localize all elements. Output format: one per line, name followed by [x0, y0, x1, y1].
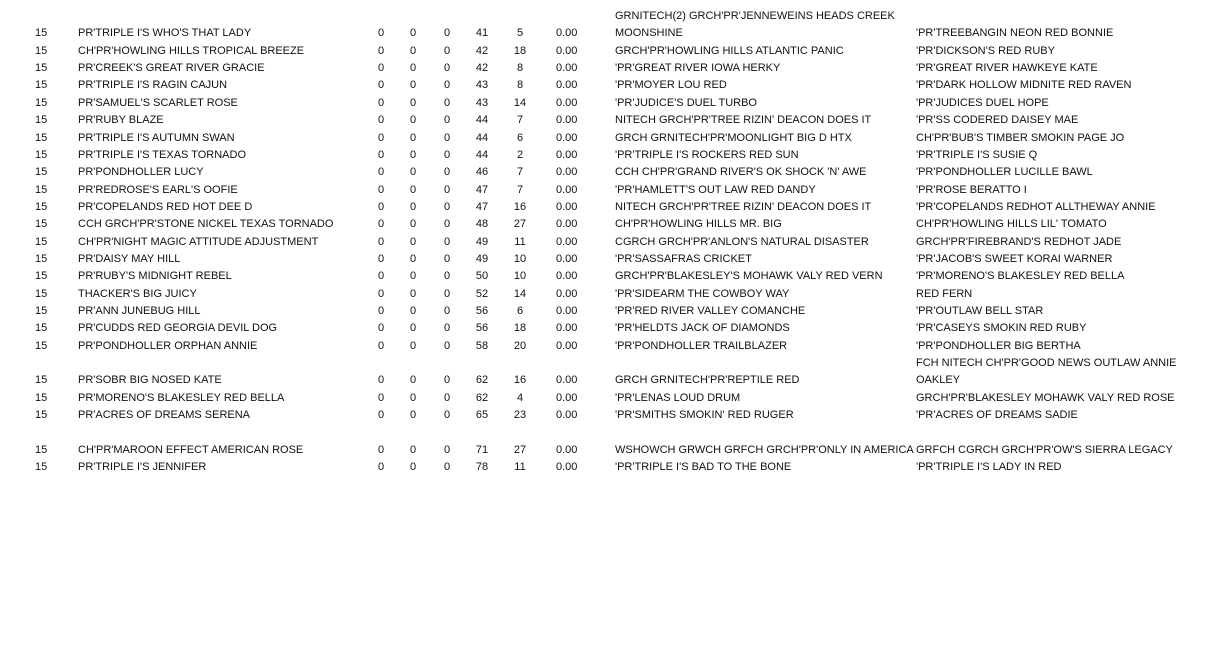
class-cell: 15	[35, 131, 48, 144]
points-cell: 0.00	[556, 44, 578, 57]
class-cell: 15	[35, 235, 48, 248]
points-cell: 0.00	[556, 443, 578, 456]
stat-cell: 18	[513, 322, 527, 335]
stat-cell: 78	[475, 461, 489, 474]
stat-cell: 0	[377, 339, 385, 352]
stat-cell: 0	[377, 148, 385, 161]
dog-name-cell: PR'DAISY MAY HILL	[78, 252, 181, 265]
stat-cell: 0	[409, 374, 417, 387]
table-row	[0, 60, 1224, 77]
sire-cell: NITECH GRCH'PR'TREE RIZIN' DEACON DOES IT	[615, 114, 872, 127]
stat-cell: 0	[377, 252, 385, 265]
stat-cell: 0	[377, 305, 385, 317]
points-cell: 0.00	[556, 409, 578, 422]
dog-name-cell: PR'RUBY BLAZE	[78, 114, 164, 127]
sire-cell: GRNITECH(2) GRCH'PR'JENNEWEINS HEADS CREEK	[615, 10, 895, 22]
table-row	[0, 355, 1224, 372]
points-cell: 0.00	[556, 374, 578, 387]
dog-name-cell: PR'RUBY'S MIDNIGHT REBEL	[78, 270, 232, 283]
stat-cell: 0	[443, 374, 451, 387]
sire-cell: 'PR'SIDEARM THE COWBOY WAY	[615, 287, 790, 300]
stat-cell: 0	[443, 148, 451, 161]
stat-cell: 0	[409, 235, 417, 248]
sire-cell: 'PR'HAMLETT'S OUT LAW RED DANDY	[615, 183, 816, 196]
stat-cell: 0	[409, 461, 417, 474]
stat-cell: 0	[443, 443, 451, 456]
stat-cell: 0	[443, 27, 451, 40]
sire-cell: GRCH'PR'BLAKESLEY'S MOHAWK VALY RED VERN	[615, 270, 883, 283]
stat-cell: 42	[475, 44, 489, 57]
stat-cell: 0	[409, 114, 417, 127]
stat-cell: 0	[409, 27, 417, 40]
stat-cell: 0	[377, 200, 385, 213]
stat-cell: 0	[377, 270, 385, 283]
dog-name-cell: PR'PONDHOLLER LUCY	[78, 166, 204, 179]
dam-cell: 'PR'CASEYS SMOKIN RED RUBY	[916, 322, 1087, 335]
stat-cell: 14	[513, 287, 527, 300]
dog-name-cell: PR'MORENO'S BLAKESLEY RED BELLA	[78, 391, 285, 404]
stat-cell: 4	[516, 391, 524, 404]
stat-cell: 7	[516, 114, 524, 127]
class-cell: 15	[35, 443, 48, 456]
stat-cell: 0	[377, 235, 385, 248]
table-row	[0, 234, 1224, 251]
points-cell: 0.00	[556, 200, 578, 213]
table-row	[0, 442, 1224, 459]
class-cell: 15	[35, 374, 48, 387]
dam-cell: 'PR'GREAT RIVER HAWKEYE KATE	[916, 62, 1098, 75]
stat-cell: 46	[475, 166, 489, 179]
stat-cell: 42	[475, 62, 489, 75]
dog-name-cell: CCH GRCH'PR'STONE NICKEL TEXAS TORNADO	[78, 218, 334, 231]
dam-cell: CH'PR'BUB'S TIMBER SMOKIN PAGE JO	[916, 131, 1125, 144]
dog-name-cell: PR'COPELANDS RED HOT DEE D	[78, 200, 253, 213]
stat-cell: 20	[513, 339, 527, 352]
stat-cell: 0	[377, 391, 385, 404]
stat-cell: 0	[409, 339, 417, 352]
class-cell: 15	[35, 148, 48, 161]
points-cell: 0.00	[556, 252, 578, 265]
points-cell: 0.00	[556, 305, 578, 317]
dam-cell: 'PR'OUTLAW BELL STAR	[916, 305, 1044, 317]
stat-cell: 0	[377, 461, 385, 474]
class-cell: 15	[35, 339, 48, 352]
dam-cell: 'PR'JUDICES DUEL HOPE	[916, 96, 1049, 109]
points-cell: 0.00	[556, 218, 578, 231]
sire-cell: 'PR'RED RIVER VALLEY COMANCHE	[615, 305, 806, 317]
stat-cell: 0	[409, 252, 417, 265]
dam-cell: 'PR'TREEBANGIN NEON RED BONNIE	[916, 27, 1114, 40]
stat-cell: 49	[475, 235, 489, 248]
stat-cell: 0	[443, 461, 451, 474]
dog-name-cell: CH'PR'HOWLING HILLS TROPICAL BREEZE	[78, 44, 305, 57]
stat-cell: 56	[475, 305, 489, 317]
sire-cell: CGRCH GRCH'PR'ANLON'S NATURAL DISASTER	[615, 235, 869, 248]
stat-cell: 0	[409, 166, 417, 179]
points-cell: 0.00	[556, 235, 578, 248]
table-row	[0, 216, 1224, 233]
stat-cell: 7	[516, 166, 524, 179]
class-cell: 15	[35, 114, 48, 127]
sire-cell: GRCH GRNITECH'PR'REPTILE RED	[615, 374, 800, 387]
stat-cell: 0	[443, 166, 451, 179]
sire-cell: 'PR'TRIPLE I'S ROCKERS RED SUN	[615, 148, 799, 161]
class-cell: 15	[35, 287, 48, 300]
stat-cell: 50	[475, 270, 489, 283]
dam-cell: 'PR'COPELANDS REDHOT ALLTHEWAY ANNIE	[916, 200, 1156, 213]
class-cell: 15	[35, 461, 48, 474]
dog-name-cell: PR'ACRES OF DREAMS SERENA	[78, 409, 251, 422]
dog-name-cell: PR'SOBR BIG NOSED KATE	[78, 374, 222, 387]
table-row	[0, 130, 1224, 147]
points-cell: 0.00	[556, 183, 578, 196]
table-row	[0, 424, 1224, 441]
stat-cell: 0	[443, 114, 451, 127]
dog-name-cell: PR'SAMUEL'S SCARLET ROSE	[78, 96, 238, 109]
stat-cell: 0	[409, 391, 417, 404]
class-cell: 15	[35, 409, 48, 422]
stat-cell: 5	[516, 27, 524, 40]
class-cell: 15	[35, 200, 48, 213]
stat-cell: 0	[377, 374, 385, 387]
stat-cell: 0	[377, 322, 385, 335]
stat-cell: 0	[409, 200, 417, 213]
stat-cell: 0	[377, 183, 385, 196]
dam-cell: FCH NITECH CH'PR'GOOD NEWS OUTLAW ANNIE	[916, 357, 1177, 369]
table-row	[0, 268, 1224, 285]
stat-cell: 58	[475, 339, 489, 352]
class-cell: 15	[35, 305, 48, 317]
stat-cell: 0	[377, 131, 385, 144]
class-cell: 15	[35, 44, 48, 57]
table-row	[0, 182, 1224, 199]
stat-cell: 0	[443, 287, 451, 300]
dog-name-cell: CH'PR'NIGHT MAGIC ATTITUDE ADJUSTMENT	[78, 235, 319, 248]
table-row	[0, 372, 1224, 389]
stat-cell: 0	[443, 305, 451, 317]
points-cell: 0.00	[556, 79, 578, 92]
table-row	[0, 459, 1224, 476]
stat-cell: 11	[514, 235, 526, 248]
stat-cell: 62	[475, 391, 489, 404]
stat-cell: 48	[475, 218, 489, 231]
dog-name-cell: PR'TRIPLE I'S TEXAS TORNADO	[78, 148, 247, 161]
stat-cell: 0	[443, 200, 451, 213]
table-row	[0, 8, 1224, 25]
table-row	[0, 303, 1224, 320]
stat-cell: 0	[409, 79, 417, 92]
stat-cell: 0	[443, 62, 451, 75]
dog-name-cell: PR'PONDHOLLER ORPHAN ANNIE	[78, 339, 258, 352]
stat-cell: 0	[409, 287, 417, 300]
class-cell: 15	[35, 62, 48, 75]
stat-cell: 47	[475, 200, 489, 213]
dam-cell: 'PR'ROSE BERATTO I	[916, 183, 1027, 196]
sire-cell: 'PR'TRIPLE I'S BAD TO THE BONE	[615, 461, 792, 474]
stat-cell: 0	[443, 252, 451, 265]
sire-cell: 'PR'MOYER LOU RED	[615, 79, 727, 92]
points-cell: 0.00	[556, 131, 578, 144]
stat-cell: 7	[516, 183, 524, 196]
sire-cell: 'PR'SMITHS SMOKIN' RED RUGER	[615, 409, 794, 422]
stat-cell: 43	[475, 79, 489, 92]
stat-cell: 0	[409, 409, 417, 422]
dog-name-cell: PR'TRIPLE I'S AUTUMN SWAN	[78, 131, 235, 144]
stat-cell: 0	[443, 218, 451, 231]
dam-cell: 'PR'JACOB'S SWEET KORAI WARNER	[916, 252, 1113, 265]
dam-cell: OAKLEY	[916, 374, 961, 387]
points-cell: 0.00	[556, 114, 578, 127]
stat-cell: 8	[516, 79, 524, 92]
sire-cell: WSHOWCH GRWCH GRFCH GRCH'PR'ONLY IN AMERICA	[615, 443, 914, 456]
stat-cell: 16	[513, 374, 527, 387]
stat-cell: 0	[409, 96, 417, 109]
sire-cell: CH'PR'HOWLING HILLS MR. BIG	[615, 218, 782, 231]
class-cell: 15	[35, 391, 48, 404]
table-row	[0, 286, 1224, 303]
dog-name-cell: PR'CREEK'S GREAT RIVER GRACIE	[78, 62, 265, 75]
stat-cell: 2	[516, 148, 524, 161]
points-cell: 0.00	[556, 148, 578, 161]
dam-cell: GRCH'PR'BLAKESLEY MOHAWK VALY RED ROSE	[916, 391, 1175, 404]
dam-cell: 'PR'SS CODERED DAISEY MAE	[916, 114, 1079, 127]
class-cell: 15	[35, 218, 48, 231]
stat-cell: 8	[516, 62, 524, 75]
stat-cell: 0	[377, 218, 385, 231]
stat-cell: 0	[409, 44, 417, 57]
sire-cell: 'PR'HELDTS JACK OF DIAMONDS	[615, 322, 790, 335]
stat-cell: 0	[443, 409, 451, 422]
sire-cell: CCH CH'PR'GRAND RIVER'S OK SHOCK 'N' AWE	[615, 166, 867, 179]
stat-cell: 0	[409, 322, 417, 335]
dam-cell: CH'PR'HOWLING HILLS LIL' TOMATO	[916, 218, 1107, 231]
dam-cell: 'PR'MORENO'S BLAKESLEY RED BELLA	[916, 270, 1125, 283]
stat-cell: 0	[409, 148, 417, 161]
class-cell: 15	[35, 322, 48, 335]
stat-cell: 0	[443, 183, 451, 196]
dog-name-cell: PR'CUDDS RED GEORGIA DEVIL DOG	[78, 322, 278, 335]
stat-cell: 11	[514, 461, 526, 474]
stat-cell: 0	[443, 322, 451, 335]
stat-cell: 14	[513, 96, 527, 109]
table-row	[0, 112, 1224, 129]
stat-cell: 44	[475, 148, 489, 161]
class-cell: 15	[35, 27, 48, 40]
stat-cell: 0	[377, 79, 385, 92]
dog-name-cell: PR'TRIPLE I'S RAGIN CAJUN	[78, 79, 228, 92]
stat-cell: 0	[377, 114, 385, 127]
stat-cell: 0	[377, 409, 385, 422]
dam-cell: 'PR'PONDHOLLER BIG BERTHA	[916, 339, 1081, 352]
dam-cell: 'PR'TRIPLE I'S SUSIE Q	[916, 148, 1038, 161]
stat-cell: 27	[513, 443, 527, 456]
points-cell: 0.00	[556, 96, 578, 109]
table-row	[0, 320, 1224, 337]
stat-cell: 47	[475, 183, 489, 196]
sire-cell: MOONSHINE	[615, 27, 683, 40]
stat-cell: 0	[409, 305, 417, 317]
table-row	[0, 251, 1224, 268]
stat-cell: 0	[443, 391, 451, 404]
table-row	[0, 43, 1224, 60]
stat-cell: 27	[513, 218, 527, 231]
class-cell: 15	[35, 96, 48, 109]
dam-cell: GRFCH CGRCH GRCH'PR'OW'S SIERRA LEGACY	[916, 443, 1173, 456]
sire-cell: 'PR'JUDICE'S DUEL TURBO	[615, 96, 757, 109]
stat-cell: 0	[443, 44, 451, 57]
table-row	[0, 147, 1224, 164]
table-row	[0, 77, 1224, 94]
stat-cell: 52	[475, 287, 489, 300]
sire-cell: NITECH GRCH'PR'TREE RIZIN' DEACON DOES IT	[615, 200, 872, 213]
stat-cell: 6	[516, 131, 524, 144]
class-cell: 15	[35, 166, 48, 179]
stat-cell: 10	[513, 252, 527, 265]
sire-cell: 'PR'GREAT RIVER IOWA HERKY	[615, 62, 781, 75]
stat-cell: 0	[443, 131, 451, 144]
points-cell: 0.00	[556, 27, 578, 40]
dam-cell: RED FERN	[916, 287, 973, 300]
sire-cell: GRCH GRNITECH'PR'MOONLIGHT BIG D HTX	[615, 131, 852, 144]
points-cell: 0.00	[556, 62, 578, 75]
stat-cell: 0	[443, 235, 451, 248]
table-row	[0, 407, 1224, 424]
dam-cell: 'PR'DARK HOLLOW MIDNITE RED RAVEN	[916, 79, 1132, 92]
dog-name-cell: THACKER'S BIG JUICY	[78, 287, 197, 300]
dam-cell: GRCH'PR'FIREBRAND'S REDHOT JADE	[916, 235, 1122, 248]
stat-cell: 41	[475, 27, 489, 40]
stat-cell: 44	[475, 114, 489, 127]
stat-cell: 0	[377, 62, 385, 75]
dog-name-cell: PR'ANN JUNEBUG HILL	[78, 305, 201, 317]
points-cell: 0.00	[556, 322, 578, 335]
stat-cell: 0	[377, 44, 385, 57]
stat-cell: 16	[513, 200, 527, 213]
stat-cell: 0	[409, 218, 417, 231]
stat-cell: 0	[409, 183, 417, 196]
stat-cell: 56	[475, 322, 489, 335]
table-row	[0, 25, 1224, 42]
points-cell: 0.00	[556, 339, 578, 352]
class-cell: 15	[35, 252, 48, 265]
points-cell: 0.00	[556, 391, 578, 404]
table-row	[0, 338, 1224, 355]
table-row	[0, 390, 1224, 407]
dam-cell: 'PR'ACRES OF DREAMS SADIE	[916, 409, 1078, 422]
stat-cell: 0	[409, 270, 417, 283]
stat-cell: 49	[475, 252, 489, 265]
stat-cell: 0	[377, 27, 385, 40]
stat-cell: 10	[513, 270, 527, 283]
points-cell: 0.00	[556, 270, 578, 283]
stat-cell: 43	[475, 96, 489, 109]
stat-cell: 0	[443, 270, 451, 283]
stat-cell: 0	[377, 443, 385, 456]
class-cell: 15	[35, 183, 48, 196]
stat-cell: 0	[409, 131, 417, 144]
dog-name-cell: PR'TRIPLE I'S WHO'S THAT LADY	[78, 27, 252, 40]
dam-cell: 'PR'TRIPLE I'S LADY IN RED	[916, 461, 1062, 474]
stat-cell: 0	[409, 443, 417, 456]
stat-cell: 65	[475, 409, 489, 422]
points-cell: 0.00	[556, 166, 578, 179]
stat-cell: 23	[513, 409, 527, 422]
table-row	[0, 164, 1224, 181]
stat-cell: 0	[377, 166, 385, 179]
sire-cell: 'PR'SASSAFRAS CRICKET	[615, 252, 752, 265]
class-cell: 15	[35, 270, 48, 283]
dam-cell: 'PR'DICKSON'S RED RUBY	[916, 44, 1055, 57]
stat-cell: 0	[409, 62, 417, 75]
sire-cell: 'PR'LENAS LOUD DRUM	[615, 391, 741, 404]
table-row	[0, 199, 1224, 216]
dam-cell: 'PR'PONDHOLLER LUCILLE BAWL	[916, 166, 1093, 179]
dog-name-cell: PR'TRIPLE I'S JENNIFER	[78, 461, 207, 474]
stat-cell: 18	[513, 44, 527, 57]
dog-name-cell: CH'PR'MAROON EFFECT AMERICAN ROSE	[78, 443, 304, 456]
stat-cell: 71	[475, 443, 489, 456]
stat-cell: 0	[377, 96, 385, 109]
stat-cell: 0	[443, 96, 451, 109]
stat-cell: 44	[475, 131, 489, 144]
points-cell: 0.00	[556, 287, 578, 300]
stat-cell: 62	[475, 374, 489, 387]
sire-cell: GRCH'PR'HOWLING HILLS ATLANTIC PANIC	[615, 44, 844, 57]
stat-cell: 0	[443, 79, 451, 92]
dog-name-cell: PR'REDROSE'S EARL'S OOFIE	[78, 183, 238, 196]
table-row	[0, 95, 1224, 112]
stat-cell: 0	[377, 287, 385, 300]
sire-cell: 'PR'PONDHOLLER TRAILBLAZER	[615, 339, 788, 352]
points-cell: 0.00	[556, 461, 578, 474]
class-cell: 15	[35, 79, 48, 92]
stat-cell: 6	[516, 305, 524, 317]
stat-cell: 0	[443, 339, 451, 352]
